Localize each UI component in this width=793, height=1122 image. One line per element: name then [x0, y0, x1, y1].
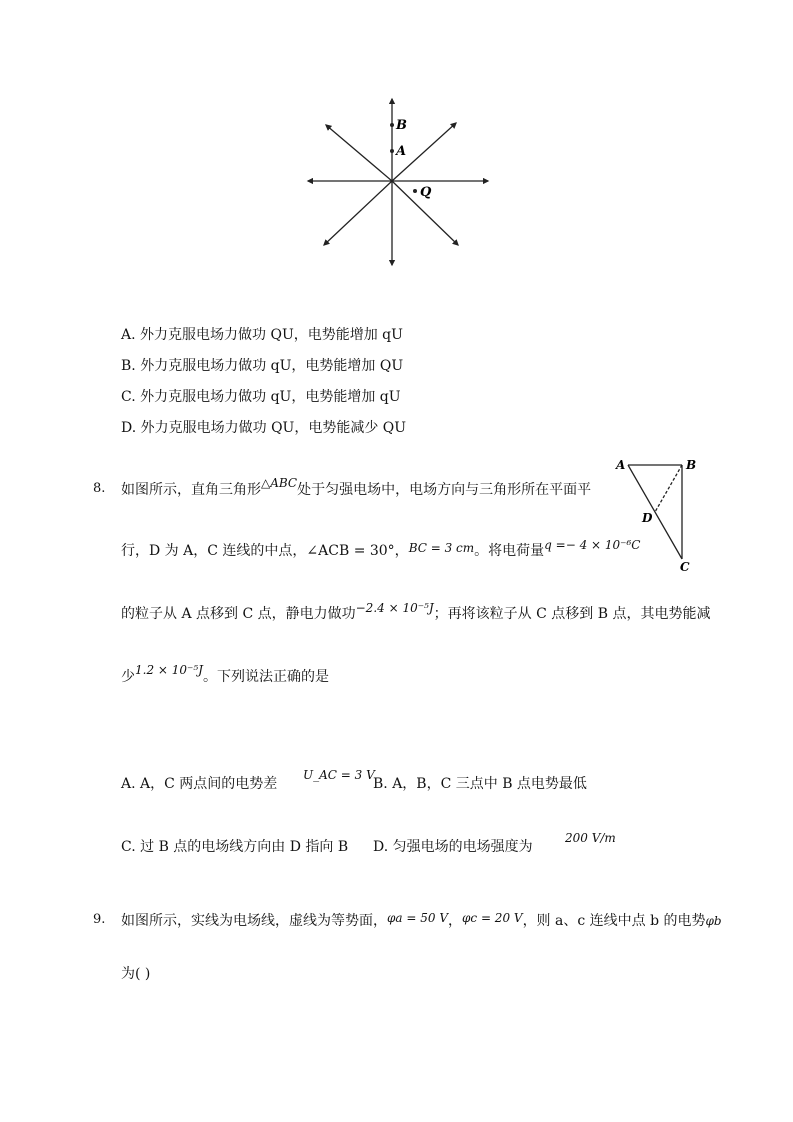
q7-option-d: D. 外力克服电场力做功 QU，电势能减少 QU — [121, 420, 407, 436]
q9-number: 9. — [93, 912, 106, 927]
q8-line-2: 行，D 为 A，C 连线的中点，∠ACB = 30°，BC = 3 cm。将电荷量q =− 4 × 10⁻⁶C — [121, 538, 641, 559]
q8-option-c: C. 过 B 点的电场线方向由 D 指向 B — [121, 839, 349, 855]
tri-label-b: B — [686, 458, 697, 472]
q7-option-c: C. 外力克服电场力做功 qU，电势能增加 qU — [121, 389, 401, 405]
q7-option-a: A. 外力克服电场力做功 QU，电势能增加 qU — [121, 327, 403, 343]
tri-label-a: A — [616, 458, 626, 472]
label-a: A — [396, 144, 407, 159]
triangle-abc-figure — [612, 455, 702, 575]
q8-line-3: 的粒子从 A 点移到 C 点，静电力做功−2.4 × 10⁻⁵J；再将该粒子从 C 点移到 B 点，其电势能减 — [121, 601, 711, 622]
q8-option-d-expr: 200 V/m — [565, 831, 616, 845]
q9-line-1: 如图所示，实线为电场线，虚线为等势面，φa = 50 V，φc = 20 V，则 a、c 连线中点 b 的电势φb — [121, 911, 722, 929]
q8-line-4: 少1.2 × 10⁻⁵J。下列说法正确的是 — [121, 663, 329, 685]
q8-option-a-expr: U_AC = 3 V — [303, 768, 375, 782]
field-lines-figure — [300, 95, 495, 270]
label-b: B — [396, 118, 407, 133]
q8-option-a: A. A，C 两点间的电势差 — [121, 776, 278, 792]
q8-option-d: D. 匀强电场的电场强度为 — [373, 839, 533, 855]
q8-line-1: 如图所示，直角三角形△ABC处于匀强电场中，电场方向与三角形所在平面平 — [121, 476, 592, 498]
q8-option-b: B. A，B，C 三点中 B 点电势最低 — [373, 776, 587, 792]
q9-line-2: 为( ) — [121, 966, 151, 982]
tri-label-c: C — [680, 560, 690, 574]
label-q: Q — [420, 185, 432, 200]
q7-option-b: B. 外力克服电场力做功 qU，电势能增加 QU — [121, 358, 404, 374]
q8-number: 8. — [93, 481, 106, 496]
tri-label-d: D — [642, 511, 653, 525]
